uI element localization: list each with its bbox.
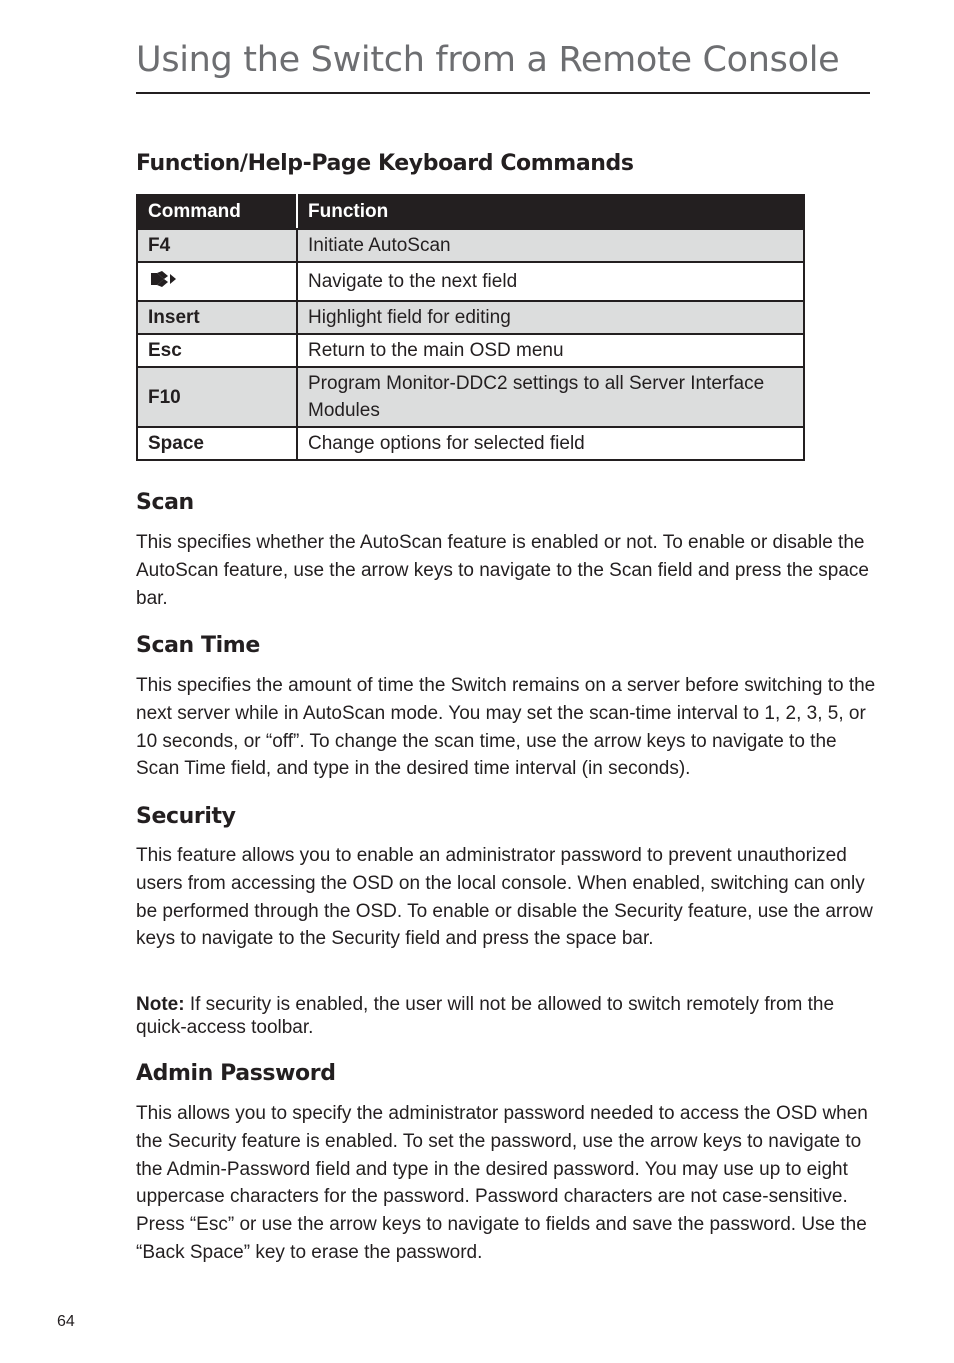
security-body: This feature allows you to enable an administrator password to prevent unauthorized users from accessing the OSD on the local console. When enabled, switching can only be performed through the OSD. To enable or disable the Security feature, use the arrow keys to navigate to the Security field and press the space bar. (136, 845, 873, 950)
commands-heading: Function/Help-Page Keyboard Commands (136, 151, 634, 176)
keyboard-commands-table (136, 194, 805, 461)
scan-body: This specifies whether the AutoScan feature is enabled or not. To enable or disable the AutoScan feature, use the arrow keys to navigate to the Scan field and press the space bar. (136, 532, 870, 609)
command-cell: Insert (137, 301, 297, 334)
tab-key-icon (148, 269, 178, 295)
command-cell (137, 262, 297, 301)
scan-heading: Scan (136, 490, 194, 515)
note-text: If security is enabled, the user will not be allowed to switch remotely from the quick-access toolbar. (136, 994, 835, 1038)
table-row (137, 229, 804, 262)
admin-password-body: This allows you to specify the administrator password needed to access the OSD when the Security feature is enabled. To set the password, use the arrow keys to navigate to the Admin-Password field and type in the desired password. You may use up to eight uppercase characters for the password. Password characters are not case-sensitive. Press “Esc” or use the arrow keys to navigate to fields and save the password. Use the “Back Space” key to erase the password. (136, 1103, 868, 1263)
security-heading: Security (136, 804, 236, 829)
column-header-function: Function (297, 195, 804, 229)
table-row (137, 262, 804, 301)
page-number: 64 (57, 1313, 75, 1330)
table-row (137, 301, 804, 334)
function-cell: Program Monitor-DDC2 settings to all Server Interface Modules (297, 367, 804, 427)
note-label: Note: (136, 994, 185, 1015)
command-cell: F4 (137, 229, 297, 262)
scan-time-body: This specifies the amount of time the Switch remains on a server before switching to the next server while in AutoScan mode. You may set the scan-time interval to 1, 2, 3, 5, or 10 seconds, or “off”. To change the scan time, use the arrow keys to navigate to the Scan Time field, and type in the desired time interval (in seconds). (136, 675, 876, 780)
table-row (137, 334, 804, 367)
title-rule (136, 92, 870, 94)
table-row (137, 367, 804, 427)
page-title: Using the Switch from a Remote Console (136, 40, 840, 80)
table-header-row (137, 195, 804, 229)
function-cell: Initiate AutoScan (297, 229, 804, 262)
function-cell: Navigate to the next field (297, 262, 804, 301)
function-cell: Return to the main OSD menu (297, 334, 804, 367)
scan-time-heading: Scan Time (136, 633, 260, 658)
column-header-command: Command (137, 195, 297, 229)
security-note (136, 993, 876, 1039)
function-cell: Change options for selected field (297, 427, 804, 460)
function-cell: Highlight field for editing (297, 301, 804, 334)
command-cell: F10 (137, 367, 297, 427)
table-row (137, 427, 804, 460)
command-cell: Space (137, 427, 297, 460)
command-cell: Esc (137, 334, 297, 367)
admin-password-heading: Admin Password (136, 1061, 336, 1086)
